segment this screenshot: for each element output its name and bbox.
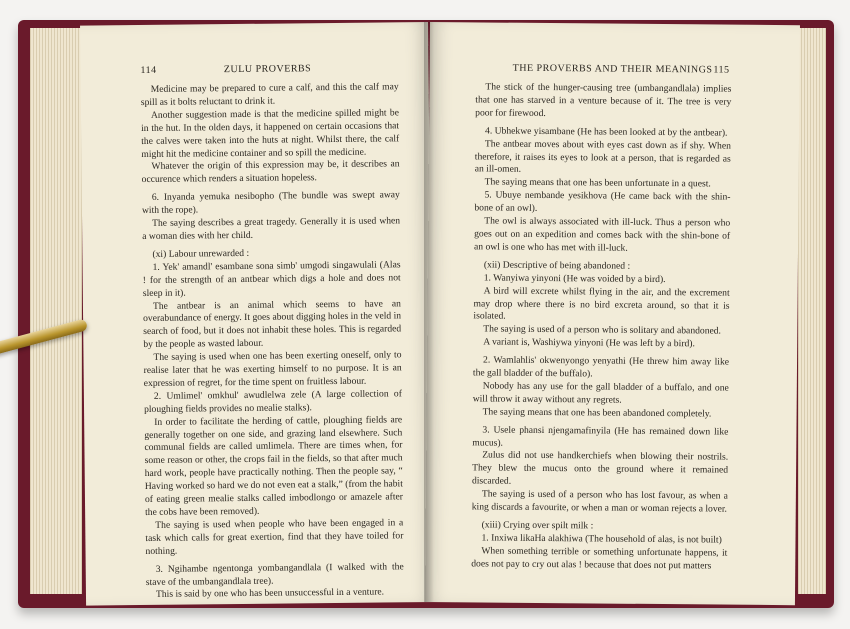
proverb-entry: 2. Umlimel' omkhul' awudlelwa zele (A large collection of ploughing fields provides no mealie stalks). (143, 388, 402, 415)
proverb-entry: 6. Inyanda yemuka nesibopho (The bundle was swept away with the rope). (141, 189, 400, 217)
paragraph: The saying describes a great tragedy. Generally it is used when a woman dies with her child. (142, 215, 401, 242)
left-page (80, 22, 434, 606)
paragraph: The saying is used of a person who is solitary and abandoned. (483, 323, 722, 337)
paragraph: In order to facilitate the herding of cattle, ploughing fields are generally together on one side, and grazing land elsewhere. Such communal fields are called umlimela. There are times when, for some reason or other, the crops fail in the fields, so that after much hard work, people have practically nothing. Then the people say, “ Having worked so hard we do not even eat a stalk,” (from the habit of eating green mealie stalks called imbodlongo or amazele after the cobs have been removed). (144, 413, 404, 518)
proverb-entry: 3. Usele phansi njengamafinyila (He has remained down like mucus). (472, 424, 729, 449)
section-heading: (xii) Descriptive of being abandoned : (483, 259, 631, 272)
proverb-entry: 1. Yek' amandl' esambane sona simb' umgodi singawulali (Alas ! for the strength of an antbear which digs a hole and does not sleep in it). (142, 259, 401, 299)
paragraph: The antbear is an animal which seems to have an overabundance of energy. It goes about digging holes in the veld in search of food, but it does not inhabit these holes. This is regarded by the people as wasted labour. (143, 297, 402, 351)
proverb-entry: 2. Wamlahlis' okwenyongo yenyathi (He threw him away like the gall bladder of the buffalo). (472, 354, 730, 380)
book-gutter (424, 22, 434, 602)
proverb-entry: 1. Wanyiwa yinyoni (He was voided by a bird). (483, 272, 666, 285)
paragraph: The antbear moves about with eyes cast down as if shy. When therefore, it raises its eyes to look at a person, that is regarded as an ill-omen. (474, 138, 731, 176)
right-page-number: 115 (713, 64, 730, 76)
proverb-entry: 1. Inxiwa likaHa alakhiwa (The household of alas, is not built) (481, 532, 722, 546)
paragraph: The saying is used of a person who has lost favour, as when a king discards a favourite, or when a man or woman rejects a lover. (471, 488, 728, 515)
right-page-body (471, 81, 731, 573)
paragraph: The owl is always associated with ill-luck. Thus a person who goes out on an expedition and comes back with the shin-bone of an owl is one who has met with ill-luck. (473, 215, 731, 254)
paragraph: The saying is used when one has been exerting oneself, only to realise later that he was exerting himself to no purpose. It is an expression of regret, for the time spent on fruitless labour. (143, 349, 402, 389)
paragraph: The saying is used when people who have been engaged in a task which calls for great exertion, find that they have toiled for nothing. (145, 517, 404, 557)
paragraph: A variant is, Washiywa yinyoni (He was left by a bird). (483, 336, 695, 350)
right-page-header (492, 63, 730, 76)
proverb-entry: 4. Ubhekwe yisambane (He has been looked at by the antbear). (485, 125, 728, 139)
paragraph: The stick of the hunger-causing tree (umbangandlala) implies that one has starved in a venture because of it. The tree is very poor for firewood. (475, 81, 732, 119)
proverb-entry: 3. Ngihambe ngentonga yombangandlala (I walked with the stave of the umbangandlala tree). (145, 560, 404, 588)
paragraph: A bird will excrete whilst flying in the air, and the excrement may drop where there is no bird excreta around, so that it is isolated. (473, 285, 730, 323)
left-page-header (140, 62, 398, 76)
paragraph: This is said by one who has been unsuccessful in a venture. (155, 586, 385, 601)
left-page-edges (30, 28, 82, 594)
paragraph: Medicine may be prepared to cure a calf, and this the calf may spill as it bolts reluctant to drink it. (140, 81, 399, 108)
paragraph: The saying means that one has been abandoned completely. (482, 406, 712, 420)
paragraph: When something terrible or something unfortunate happens, it does not pay to cry out alas ! because that does not put matters (471, 545, 728, 572)
right-page (425, 22, 800, 605)
section-heading: (xi) Labour unrewarded : (152, 247, 250, 260)
left-running-head: ZULU PROVERBS (223, 63, 312, 76)
paragraph: Zulus did not use handkerchiefs when blowing their nostrils. They blew the mucus onto the ground where it remained discarded. (471, 449, 729, 488)
paragraph: Another suggestion made is that the medicine spilled might be in the hut. In the olden days, it happened on certain occasions that the calves were taken into the huts at night. Whilst there, the calf might hit the medicine container and so spill the medicine. (141, 107, 400, 160)
left-page-body (141, 81, 404, 602)
proverb-entry: 5. Ubuye nembande yesikhova (He came back with the shin-bone of an owl). (474, 189, 731, 215)
section-heading: (xiii) Crying over spilt milk : (481, 519, 594, 532)
paragraph: Nobody has any use for the gall bladder of a buffalo, and one will throw it away without any regrets. (472, 380, 729, 406)
right-running-head: THE PROVERBS AND THEIR MEANINGS (512, 62, 713, 76)
left-page-number: 114 (140, 64, 157, 77)
paragraph: The saying means that one has been unfortunate in a quest. (484, 176, 711, 190)
paragraph: Whatever the origin of this expression may be, it describes an occurence which renders a situation hopeless. (141, 158, 400, 186)
right-page-edges (798, 28, 826, 594)
